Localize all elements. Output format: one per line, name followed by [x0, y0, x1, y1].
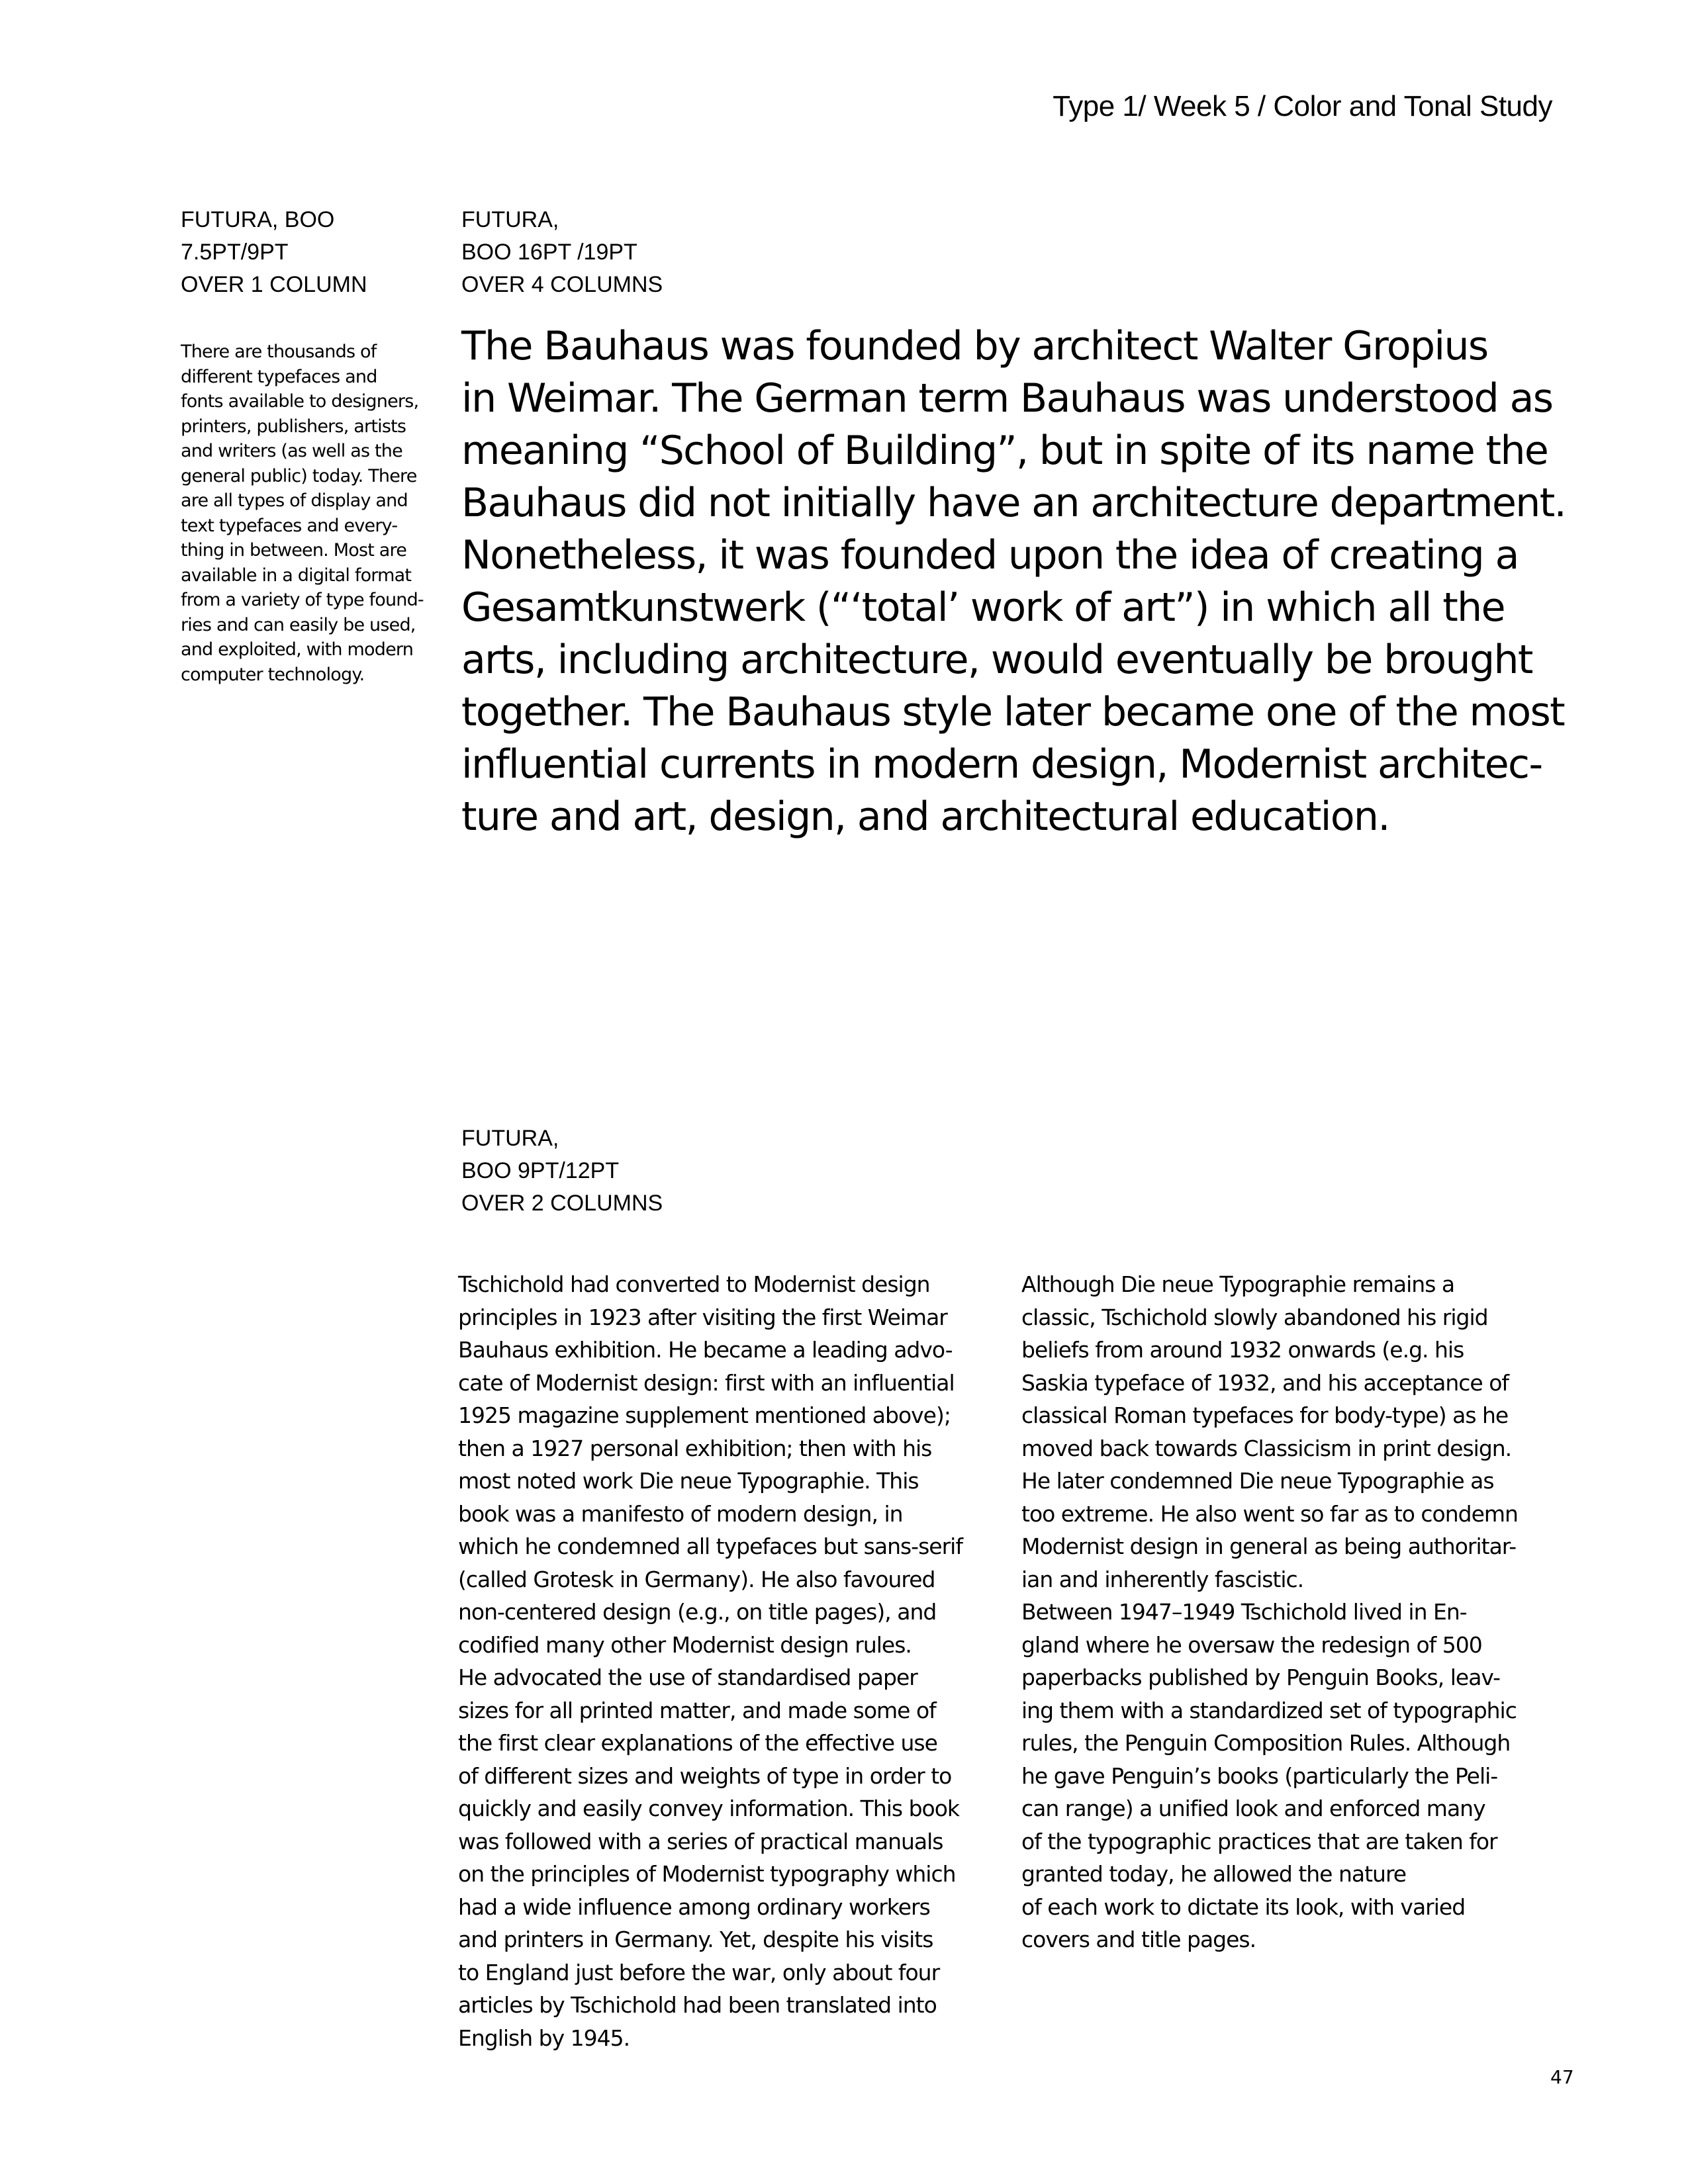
- text-line: (called Grotesk in Germany). He also favoured: [458, 1566, 935, 1592]
- text-line: in Weimar. The German term Bauhaus was understood as: [461, 375, 1553, 422]
- text-line: Although Die neue Typographie remains a: [1021, 1271, 1455, 1297]
- text-line: granted today, he allowed the nature: [1021, 1861, 1407, 1887]
- text-line: 1925 magazine supplement mentioned above);: [458, 1402, 951, 1428]
- text-line: rules, the Penguin Composition Rules. Although: [1021, 1730, 1511, 1756]
- text-line: English by 1945.: [458, 2025, 630, 2051]
- text-line: printers, publishers, artists: [181, 416, 406, 437]
- text-line: can range) a unified look and enforced many: [1021, 1796, 1485, 1821]
- text-line: The Bauhaus was founded by architect Walter Gropius: [461, 323, 1488, 369]
- text-line: moved back towards Classicism in print design.: [1021, 1435, 1512, 1461]
- text-line: book was a manifesto of modern design, in: [458, 1500, 903, 1527]
- text-line: meaning “School of Building”, but in spite of its name the: [461, 428, 1548, 474]
- specimen-1-spec-label: [181, 204, 367, 301]
- text-line: too extreme. He also went so far as to condemn: [1021, 1500, 1518, 1527]
- text-line: codified many other Modernist design rules.: [458, 1631, 912, 1658]
- page-header-title: Type 1/ Week 5 / Color and Tonal Study: [1053, 90, 1552, 122]
- text-line: had a wide influence among ordinary workers: [458, 1893, 930, 1920]
- text-line: computer technology.: [181, 664, 365, 685]
- text-line: then a 1927 personal exhibition; then with his: [458, 1435, 932, 1461]
- text-line: was followed with a series of practical manuals: [458, 1828, 943, 1854]
- text-line: beliefs from around 1932 onwards (e.g. his: [1021, 1337, 1464, 1363]
- text-line: Bauhaus exhibition. He became a leading advo-: [458, 1337, 953, 1363]
- text-line: he gave Penguin’s books (particularly the Peli-: [1021, 1762, 1498, 1789]
- text-line: on the principles of Modernist typography which: [458, 1861, 956, 1887]
- specimen-3-column-right: [1021, 1268, 1564, 1956]
- text-line: and printers in Germany. Yet, despite his visits: [458, 1927, 933, 1952]
- text-line: general public) today. There: [181, 465, 417, 486]
- spec-line: FUTURA, BOO: [181, 207, 335, 232]
- text-line: from a variety of type found-: [181, 590, 424, 610]
- spec-line: BOO 16PT /19PT: [461, 240, 637, 265]
- text-line: non-centered design (e.g., on title pages), and: [458, 1599, 937, 1625]
- text-line: text typefaces and every-: [181, 515, 398, 536]
- text-line: ries and can easily be used,: [181, 614, 416, 635]
- text-line: covers and title pages.: [1021, 1927, 1256, 1952]
- text-line: He advocated the use of standardised paper: [458, 1664, 917, 1690]
- specimen-1-text-block: [181, 340, 445, 687]
- page-number: 47: [1550, 2066, 1574, 2088]
- text-line: He later condemned Die neue Typographie as: [1021, 1468, 1494, 1494]
- text-line: to England just before the war, only about four: [458, 1959, 940, 1985]
- text-line: classical Roman typefaces for body-type) as he: [1021, 1402, 1509, 1428]
- text-line: Bauhaus did not initially have an architecture department.: [461, 480, 1566, 526]
- text-line: ture and art, design, and architectural education.: [461, 794, 1389, 840]
- text-line: Gesamtkunstwerk (“‘total’ work of art”) in which all the: [461, 584, 1505, 631]
- spec-line: 7.5PT/9PT: [181, 240, 289, 265]
- text-line: arts, including architecture, would eventually be brought: [461, 637, 1532, 683]
- text-line: and exploited, with modern: [181, 639, 414, 660]
- specimen-2-text-block: [461, 320, 1566, 843]
- text-line: principles in 1923 after visiting the first Weimar: [458, 1304, 947, 1330]
- text-line: ian and inherently fascistic.: [1021, 1566, 1304, 1592]
- spec-line: BOO 9PT/12PT: [461, 1158, 620, 1183]
- text-line: gland where he oversaw the redesign of 500: [1021, 1631, 1482, 1658]
- text-line: and writers (as well as the: [181, 441, 402, 461]
- spec-line: FUTURA,: [461, 1126, 559, 1151]
- text-line: different typefaces and: [181, 366, 377, 387]
- text-line: sizes for all printed matter, and made some of: [458, 1697, 936, 1723]
- spec-line: FUTURA,: [461, 207, 559, 232]
- text-line: available in a digital format: [181, 565, 412, 586]
- text-line: of the typographic practices that are taken for: [1021, 1828, 1497, 1854]
- text-line: together. The Bauhaus style later became one of the most: [461, 689, 1565, 735]
- text-line: most noted work Die neue Typographie. This: [458, 1468, 919, 1494]
- text-line: of each work to dictate its look, with varied: [1021, 1893, 1466, 1920]
- text-line: Modernist design in general as being authoritar-: [1021, 1533, 1517, 1559]
- text-line: Saskia typeface of 1932, and his acceptance of: [1021, 1369, 1509, 1396]
- spec-line: OVER 4 COLUMNS: [461, 272, 663, 297]
- text-line: Tschichold had converted to Modernist design: [458, 1271, 930, 1297]
- text-line: cate of Modernist design: first with an influential: [458, 1369, 955, 1396]
- specimen-3-column-left: [458, 1268, 1001, 2054]
- text-line: Between 1947–1949 Tschichold lived in En-: [1021, 1599, 1467, 1625]
- text-line: influential currents in modern design, Modernist architec-: [461, 741, 1542, 788]
- text-line: which he condemned all typefaces but sans-serif: [458, 1533, 962, 1559]
- text-line: the first clear explanations of the effective use: [458, 1730, 937, 1756]
- spec-line: OVER 2 COLUMNS: [461, 1191, 663, 1216]
- text-line: There are thousands of: [181, 341, 377, 362]
- text-line: thing in between. Most are: [181, 540, 407, 561]
- text-line: Nonetheless, it was founded upon the idea of creating a: [461, 532, 1519, 578]
- specimen-3-spec-label: [461, 1122, 663, 1220]
- specimen-2-spec-label: [461, 204, 663, 301]
- text-line: of different sizes and weights of type in order to: [458, 1762, 952, 1789]
- text-line: ing them with a standardized set of typographic: [1021, 1697, 1517, 1723]
- text-line: fonts available to designers,: [181, 391, 419, 412]
- text-line: classic, Tschichold slowly abandoned his rigid: [1021, 1304, 1488, 1330]
- spec-line: OVER 1 COLUMN: [181, 272, 367, 297]
- text-line: articles by Tschichold had been translated into: [458, 1992, 937, 2018]
- text-line: are all types of display and: [181, 490, 408, 511]
- text-line: paperbacks published by Penguin Books, leav-: [1021, 1664, 1500, 1690]
- text-line: quickly and easily convey information. This book: [458, 1796, 960, 1821]
